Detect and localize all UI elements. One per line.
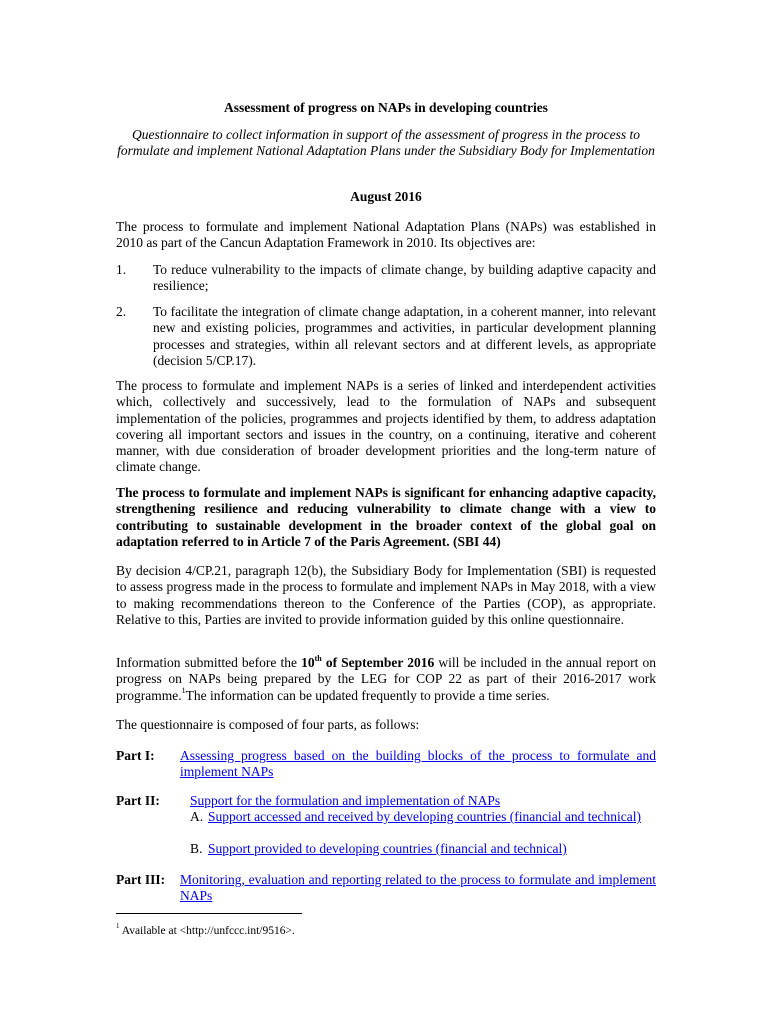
decision-paragraph: By decision 4/CP.21, paragraph 12(b), the Subsidiary Body for Implementation (SBI) is requested to assess progress made in the process to formulate and implement NAPs in May 2018, with a view to making recommendations thereon to the Conference of the Parties (COP), as appropriate. Relative to this, Parties are invited to provide information guided by this online questionnaire. [116, 563, 656, 627]
objective-text: To reduce vulnerability to the impacts of climate change, by building adaptive capacity and resilience; [153, 262, 656, 294]
part-1-link[interactable]: Assessing progress based on the building blocks of the process to formulate and implement NAPs [180, 748, 656, 780]
submission-text-tail: The information can be updated frequently to provide a time series. [185, 687, 550, 703]
part-2b-prefix: B. [190, 841, 203, 856]
part-3-link[interactable]: Monitoring, evaluation and reporting related to the process to formulate and implement NAPs [180, 872, 656, 904]
parts-intro: The questionnaire is composed of four parts, as follows: [116, 717, 420, 732]
intro-paragraph: The process to formulate and implement National Adaptation Plans (NAPs) was established in 2010 as part of the Cancun Adaptation Framework in 2010. Its objectives are: [116, 219, 656, 251]
footnote-reference[interactable]: 1 [181, 686, 186, 696]
footnote [116, 922, 295, 937]
part-1-item [180, 748, 656, 781]
part-2a-link[interactable]: Support accessed and received by developing countries (financial and technical) [208, 809, 641, 824]
footnote-divider [116, 913, 302, 914]
part-1-label: Part I: [116, 748, 155, 763]
document-date: August 2016 [350, 189, 422, 204]
submission-paragraph [116, 655, 656, 704]
submission-deadline [301, 655, 434, 670]
deadline-month: of September 2016 [321, 655, 435, 670]
footnote-text: Available at <http://unfccc.int/9516>. [121, 925, 295, 937]
objective-number: 1. [116, 262, 127, 277]
process-paragraph: The process to formulate and implement NAPs is a series of linked and interdependent activities which, collectively and successively, lead to the formulation of NAPs and subsequent implementation of the policies, programmes and projects identified by them, to address adaptation covering all important sectors and issues in the country, on a continuing, iterative and coherent manner, with due consideration of broader development priorities and the long-term nature of climate change. [116, 378, 656, 475]
objective-number: 2. [116, 304, 127, 319]
part-2b-item [208, 841, 656, 857]
significance-paragraph: The process to formulate and implement NAPs is significant for enhancing adaptive capacity, strengthening resilience and reducing vulnerability to climate change with a view to contributing to sustainable development in the broader context of the global goal on adaptation referred to in Article 7 of the Paris Agreement. (SBI 44) [116, 485, 656, 549]
deadline-ordinal: th [314, 653, 322, 663]
part-2-item [190, 793, 656, 809]
part-2-link[interactable]: Support for the formulation and implementation of NAPs [190, 793, 501, 808]
document-title: Assessment of progress on NAPs in developing countries [224, 100, 548, 115]
submission-text-pre: Information submitted before the [116, 655, 302, 670]
submission-text-post: will be included in the annual report on progress on NAPs being prepared by the LEG for COP 22 as part of their 2016-2017 work programme. [116, 655, 656, 703]
part-2-label: Part II: [116, 793, 160, 808]
document-subtitle: Questionnaire to collect information in support of the assessment of progress in the process to formulate and implement National Adaptation Plans under the Subsidiary Body for Implementation [117, 127, 655, 158]
part-3-item [180, 872, 656, 905]
deadline-day: 10 [301, 655, 315, 670]
part-2a-item [208, 809, 656, 825]
part-2b-link[interactable]: Support provided to developing countries (financial and technical) [208, 841, 567, 856]
objective-text: To facilitate the integration of climate change adaptation, in a coherent manner, into relevant new and existing policies, programmes and activities, in particular development planning processes and strategies, within all relevant sectors and at different levels, as appropriate (decision 5/CP.17). [153, 304, 656, 368]
part-2a-prefix: A. [190, 809, 204, 824]
part-3-label: Part III: [116, 872, 166, 887]
footnote-number: 1 [116, 922, 120, 931]
